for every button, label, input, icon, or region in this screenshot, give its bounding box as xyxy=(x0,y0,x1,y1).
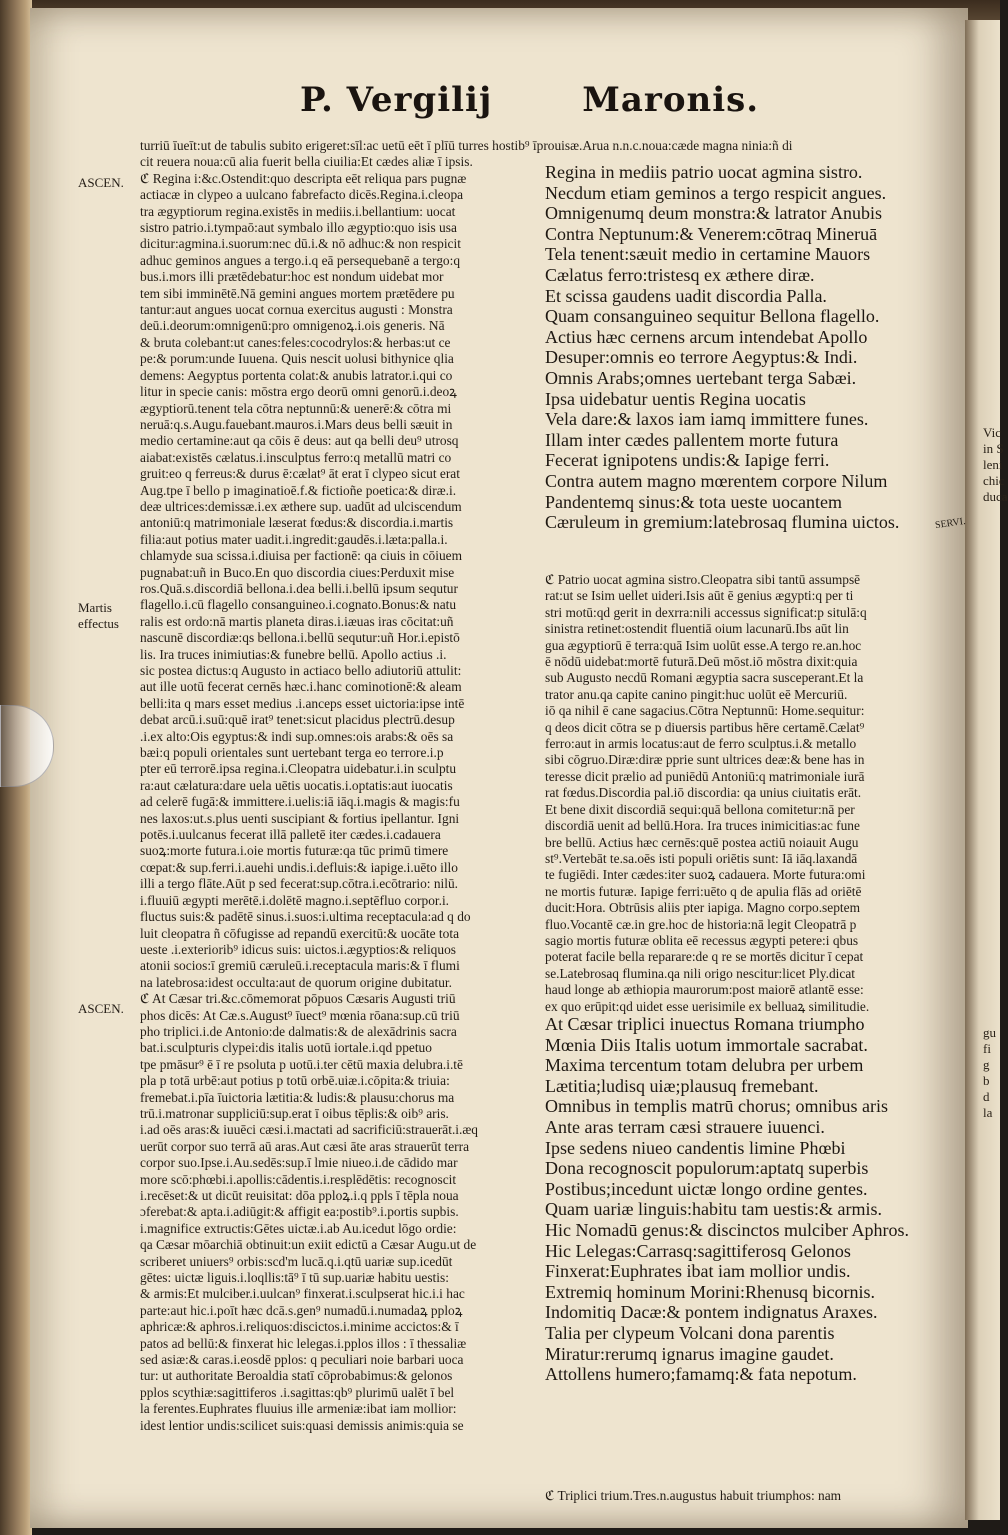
facing-page-fragment: duca xyxy=(983,489,1008,504)
commentary-line: bat.i.sculpturis clypei:dis italis uotū iortale.i.qd ppetuo xyxy=(140,1040,432,1056)
commentary-line: discordiā uenit ad bellū.Hora. Ira truces inimicitias:ac fune xyxy=(545,818,860,834)
commentary-line: ra:aut cælatura:dare uela uētis uocatis.i.optatis:aut iuocatis xyxy=(140,777,453,793)
commentary-line: trator anu.qa capite canino pingit:huc uolūt eē Mercuriū. xyxy=(545,686,848,702)
verse-line: Hic Nomadū genus:& discinctos mulciber Aphros. xyxy=(545,1219,909,1240)
verse-block-2 xyxy=(545,1014,945,1385)
verse-line: Contra Neptunum:& Venerem:cōtraq Mineruā xyxy=(545,223,878,244)
commentary-line: uerūt corpor suo terrā aū aras.Aut cæsi āte aras strauerūt terra xyxy=(140,1138,470,1154)
commentary-line: qa Cæsar mōarchiā obtinuit:un exiit edictū a Cæsar Augu.ut de xyxy=(140,1237,477,1253)
commentary-line: sub Augusto necdū Romani ægyptia sacra susceperant.Et la xyxy=(545,670,864,686)
verse-line: Cæruleum in gremium:latebrosaq flumina uictos. xyxy=(545,512,900,533)
facing-page-fragment: leni xyxy=(983,457,1003,472)
commentary-line: flagello.i.cū flagello consanguineo.i.cognato.Bonus:& natu xyxy=(140,597,457,613)
verse-line: Postibus;incedunt uictæ longo ordine gentes. xyxy=(545,1178,868,1199)
commentary-line: Aug.tpe ī bello p imaginatioē.f.& fictioñe poetica:& diræ.i. xyxy=(140,482,457,498)
commentary-line: rat fœdus.Discordia pal.iō discordia: qa unius ciuitatis erāt. xyxy=(545,785,862,801)
verse-line: Extremiq hominum Morini:Rhenusq bicornis. xyxy=(545,1281,875,1302)
commentary-line: q deos dicit cōtra se p diuersis partibus hēre certamē.Cælat⁹ xyxy=(545,719,865,735)
commentary-line: belli:ita q mars esset medius .i.anceps esset uictoria:ipse intē xyxy=(140,695,465,711)
commentary-line: & bruta colebant:ut canes:feles:cocodrylos:& herbas:ut ce xyxy=(140,334,451,350)
commentary-line: nes laxos:ut.s.plus uenti suscipiant & fortius ipellantur. Igni xyxy=(140,810,460,826)
commentary-line: sinistra retinet:ostendit fluentiā oium lacunarū.Ibs aūt lin xyxy=(545,621,849,637)
commentary-line: bæi:q populi orientales sunt uertebant terga eo terrore.i.p xyxy=(140,745,444,761)
verse-line: Miratur:rerumq ignarus imagine gaudet. xyxy=(545,1343,834,1364)
verse-line: Talia per clypeum Volcani dona parentis xyxy=(545,1322,835,1343)
commentary-line: aiabat:existēs cælatus.i.insculptus ferro:q metallū matri co xyxy=(140,449,452,465)
right-commentary xyxy=(545,572,945,1015)
commentary-line: ferro:aut in armis locatus:aut de ferro sculptus.i.& metallo xyxy=(545,736,857,752)
commentary-line: Et bene dixit discordiā sequi:quā bellona comitetur:nā per xyxy=(545,801,855,817)
commentary-line: idest lentior undis:scilicet suis:quasi demissis animis:quia se xyxy=(140,1417,464,1433)
commentary-line: i.fluuiū ægypti merētē.i.dolētē magno.i.septēfluo corpor.i. xyxy=(140,892,450,908)
verse-line: Regina in mediis patrio uocat agmina sistro. xyxy=(545,162,863,182)
commentary-line: sibi cōgruo.Diræ:diræ pprie sunt ultrices deæ:& bene has in xyxy=(545,752,865,768)
commentary-line: na latebrosa:idest occulta:aut de quorum origine dubitatur. xyxy=(140,974,452,990)
commentary-line: gua ægyptiorū ē terra:quā Isim uolūt esse.A tergo re.an.hoc xyxy=(545,637,862,653)
commentary-line: ægyptiorū.tenent tela cōtra neptunnū:& uenerē:& cōtra mi xyxy=(140,400,452,416)
verse-line: Hic Lelegas:Carrasq:sagittiferosq Gelonos xyxy=(545,1240,851,1261)
commentary-line: litur in specie canis: mōstra ergo deorū omni genorū.i.deoꝝ xyxy=(140,384,457,400)
commentary-line: gētes: uictæ liguis.i.loqllis:tā⁹ ī tū sup.uariæ habitu uestis: xyxy=(140,1270,449,1286)
verse-line: Mœnia Diis Italis uotum immortale sacrabat. xyxy=(545,1034,868,1055)
commentary-line: ueste .i.exteriorib⁹ idicus suis: uictos.i.ægyptios:& reliquos xyxy=(140,941,456,957)
commentary-line: aphricæ:& aphros.i.reliquos:discictos.i.minime accictos:& ī xyxy=(140,1319,459,1335)
running-head-right: Maronis. xyxy=(582,80,760,120)
verse-line: Maxima tercentum totam delubra per urbem xyxy=(545,1055,864,1076)
commentary-line: corpor suo.Ipse.i.Au.sedēs:sup.ī lmie niueo.i.de cādido mar xyxy=(140,1155,458,1171)
running-head xyxy=(300,80,820,130)
margin-note-ascen: ASCEN. xyxy=(78,175,124,190)
commentary-line: sed asiæ:& caras.i.eosdē pplos: q peculiari noie barbari uoca xyxy=(140,1352,464,1368)
commentary-line: parte:aut hic.i.poīt hæc dcā.s.gen⁹ numadū.i.numadaꝝ pploꝝ xyxy=(140,1302,463,1318)
commentary-line: bre bellū. Actius hæc cernēs:quē postea actiū noiauit Augu xyxy=(545,834,859,850)
commentary-line: filia:aut potius mater uadit.i.ingredit:gaudēs.i.læta:palla.i. xyxy=(140,531,448,547)
commentary-line: pho triplici.i.de Antonio:de dalmatis:& de alexādrinis sacra xyxy=(140,1023,457,1039)
facing-page-fragment: fi xyxy=(983,1041,991,1056)
running-head-left: P. Vergilij xyxy=(300,80,493,120)
verse-line: Cælatus ferro:tristesq ex æthere diræ. xyxy=(545,264,815,285)
commentary-line: antoniū:q matrimoniale læserat fœdus:& discordia.i.martis xyxy=(140,515,454,531)
facing-page-fragment: Vic xyxy=(983,425,1001,440)
commentary-line: haud longe ab æthiopia maurorum:post maiorē atlantē esse: xyxy=(545,982,864,998)
commentary-line: ℭ At Cæsar tri.&c.cōmemorat pōpuos Cæsaris Augusti triū xyxy=(140,991,456,1007)
verse-line: Contra autem magno mœrentem corpore Nilum xyxy=(545,470,888,491)
commentary-line: tem sibi imminētē.Nā gemini angues mortem prætēdere pu xyxy=(140,285,455,301)
commentary-line: more scō:phœbi.i.apollis:cādentis.i.resplēdētis: recognoscit xyxy=(140,1171,457,1187)
commentary-line: pla p totā urbē:aut potius p totū orbē.uiæ.i.cōpita:& triuia: xyxy=(140,1073,450,1089)
facing-page-fragment: d xyxy=(983,1089,990,1104)
commentary-line: pugnabat:uñ in Buco.En quo discordia ciues:Perduxit mise xyxy=(140,564,455,580)
verse-block-1 xyxy=(545,162,935,533)
commentary-line: pe:& porum:unde Iuuena. Quis nescit uolusi bithynice qlia xyxy=(140,351,454,367)
commentary-line: fremebat.i.pīa īuictoria lætitia:& ludis:& plausu:chorus ma xyxy=(140,1089,455,1105)
verse-line: Necdum etiam geminos a tergo respicit angues. xyxy=(545,182,887,203)
commentary-line: ē nōdū uidebat:mortē futurā.Deū mōst.iō mōstra dixit:quia xyxy=(545,654,858,670)
commentary-line: tantur:aut angues uocat cornua exercitus augusti : Monstra xyxy=(140,302,453,318)
commentary-line: demens: Aegyptus portenta colat:& anubis latrator.i.qui co xyxy=(140,367,453,383)
commentary-line: teresse dicit prælio ad puniēdū Antoniū:q matrimoniale iurā xyxy=(545,768,865,784)
commentary-line: bus.i.mors illi prætēdebatur:hoc est nondum uidebat mor xyxy=(140,269,444,285)
commentary-line: phos dicēs: At Cæ.s.August⁹ īuect⁹ mœnia rōana:sup.cū triū xyxy=(140,1007,460,1023)
verse-line: Lætitia;ludisq uiæ;plausuq fremebant. xyxy=(545,1075,819,1096)
commentary-line: deū.i.deorum:omnigenū:pro omnigenoꝝ.i.ois generis. Nā xyxy=(140,318,445,334)
verse-line: Omnibus in templis matrū chorus; omnibus aris xyxy=(545,1096,888,1117)
commentary-line: se.Latebrosaq flumina.qa nili origo nescitur:licet Ply.dicat xyxy=(545,965,856,981)
facing-page-fragment: la xyxy=(983,1105,993,1120)
commentary-line: tpe pmāsur⁹ ē ī re psoluta p uotū.i.ter cētū maxia delubra.i.tē xyxy=(140,1056,463,1072)
facing-page-fragment: in S xyxy=(983,441,1004,456)
commentary-line: poterat facile bella reparare:de q re se mortēs dicitur ī cepat xyxy=(545,949,864,965)
verse-line: Finxerat:Euphrates ibat iam mollior undis. xyxy=(545,1261,851,1282)
commentary-line: te fugiēdi. Inter cædes:iter suoꝝ cadauera. Morte futura:omi xyxy=(545,867,866,883)
verse-line: Tela tenent:sæuit medio in certamine Mauors xyxy=(545,244,871,265)
verse-line: Ipse sedens niueo candentis limine Phœbi xyxy=(545,1137,846,1158)
commentary-line: ros.Quā.s.discordiā bellona.i.dea belli.i.bellū ipsum sequtur xyxy=(140,580,458,596)
verse-line: Omnigenumq deum monstra:& latrator Anubis xyxy=(545,203,882,224)
commentary-line: ℭ Patrio uocat agmina sistro.Cleopatra sibi tantū assumpsē xyxy=(545,572,861,587)
commentary-line: luit cleopatra ñ cōfugisse ad repandū exercitū:& uocāte tota xyxy=(140,925,460,941)
commentary-line: trū.i.matronar suppliciū:sup.erat ī oibus tēplis:& oib⁹ aris. xyxy=(140,1105,449,1121)
commentary-line: ɔferebat:& apta.i.adiūgit:& affigit ea:postib⁹.i.portis supbis. xyxy=(140,1204,459,1220)
commentary-line: nascunē discordiæ:qs bellona.i.bellū sequtur:uñ Hor.i.epistō xyxy=(140,630,460,646)
commentary-line: deæ ultrices:demissæ.i.ex æthere sup. uadūt ad ulciscendum xyxy=(140,498,462,514)
commentary-line: i.recēset:& ut dicūt reuisitat: dōa pploꝝ.i.q ppls ī tēpla noua xyxy=(140,1188,459,1203)
verse-line: Et scissa gaudens uadit discordia Palla. xyxy=(545,285,827,306)
commentary-line: fluo.Vocantē cæ.in gre.hoc de historia:nā legit Cleopatrā p xyxy=(545,916,857,932)
commentary-line: & armis:Et mulciber.i.uulcan⁹ finxerat.i.sculpserat hic.i.i hac xyxy=(140,1286,465,1302)
footer-commentary-line: ℭ Triplici trium.Tres.n.augustus habuit triumphos: nam xyxy=(545,1488,842,1503)
commentary-line: iō qa nihil ē cane sagacius.Cōtra Neptunnū: Home.sequitur: xyxy=(545,703,865,719)
verse-line: Omnis Arabs;omnes uertebant terga Sabæi. xyxy=(545,367,857,388)
commentary-line: gruit:eo q ferreus:& durus ē:cælat⁹ āt erat ī clypeo sicut erat xyxy=(140,466,460,482)
verse-line: Quam uariæ linguis:habitu tam uestis:& armis. xyxy=(545,1199,882,1220)
commentary-line: ducit:Hora. Obtrūsis aliis pter iapiga. Magno corpo.septem xyxy=(545,900,860,916)
verse-line: Ipsa uidebatur uentis Regina uocatis xyxy=(545,388,806,409)
commentary-line: lis. Ira truces inimiutias:& funebre bellū. Apollo actius .i. xyxy=(140,646,447,662)
verse-line: Illam inter cædes pallentem morte futura xyxy=(545,429,839,450)
commentary-line: cit reuera noua:cū alia fuerit bella ciuilia:Et cædes aliæ ī ipsis. xyxy=(140,154,473,170)
commentary-line: i.magnifice extructis:Gētes uictæ.i.ab Au.icedut lōgo ordie: xyxy=(140,1220,457,1236)
commentary-line: sagio mortis futuræ oblita eē recessus ægypti petere:i qbus xyxy=(545,932,859,948)
commentary-line: pter eū terrorē.ipsa regina.i.Cleopatra uidebatur.i.in sculptu xyxy=(140,761,457,777)
commentary-line: ex quo erūpit:qd uidet esse uerisimile ex belluaꝝ similitudie. xyxy=(545,998,870,1014)
commentary-line: tra ægyptiorum regina.existēs in mediis.i.bellantium: uocat xyxy=(140,203,456,219)
commentary-line: chlamyde sua scissa.i.diuisa per factionē: qa ciuis in cōiuem xyxy=(140,548,463,564)
commentary-line: fluctus suis:& padētē sinus.i.suos:i.ultima receptacula:ad q do xyxy=(140,909,471,925)
commentary-line: sistro patrio.i.tympaō:aut symbalo illo ægyptio:quo isis usa xyxy=(140,220,457,236)
margin-note-martis: Martis xyxy=(78,600,112,615)
commentary-line: st⁹.Vertebāt te.sa.oēs isti populi oriētis sunt: Iā iāq.laxandā xyxy=(545,850,858,866)
commentary-line: atonii socios:ī gremiū cæruleū.i.receptacula maris:& ī flumi xyxy=(140,958,460,974)
commentary-line: ℭ Regina i:&c.Ostendit:quo descripta eēt reliqua pars pugnæ xyxy=(140,170,467,186)
commentary-line: i.ad oēs aras:& iuuēci cæsi.i.mactati ad sacrificiū:strauerāt.i.æq xyxy=(140,1122,478,1138)
commentary-line: dicitur:agmina.i.suorum:nec dū.i.& nō adhuc:& non respicit xyxy=(140,236,461,252)
verse-line: At Cæsar triplici inuectus Romana triumpho xyxy=(545,1014,865,1034)
commentary-line: suoꝝ:morte futura.i.oie mortis futuræ:qa tūc primū timere xyxy=(140,843,449,859)
commentary-line: sic postea dictus:q Augusto in actiaco bello adiutoriū attulit: xyxy=(140,663,462,678)
verse-line: Vela dare:& laxos iam iamq immittere funes. xyxy=(545,409,869,430)
verse-line: Indomitiq Dacæ:& pontem indignatus Araxes. xyxy=(545,1302,878,1323)
commentary-line: scriberet uniuers⁹ orbis:scd'm lucā.q.i.qtū uariæ sup.icedūt xyxy=(140,1253,453,1269)
facing-page-fragment: chic xyxy=(983,473,1005,488)
commentary-line: aut ille uotū fecerat cernēs hæc.i.hanc cominotionē:& aleam xyxy=(140,679,462,695)
margin-note-servi: SERVI. xyxy=(934,515,967,532)
commentary-line: turriū īueīt:ut de tabulis subito erigeret:sīl:ac uetū eēt ī plīū turres hostib⁹ īprouisæ.Arua n.n.c.noua:cæde magna ninia:ñ di xyxy=(140,138,793,153)
commentary-line: illi a tergo flāte.Aūt p sed fecerat:sup.cōtra.i.ecōtrario: nilū. xyxy=(140,876,459,892)
verse-line: Attollens humero;famamq:& fata nepotum. xyxy=(545,1364,857,1385)
facing-page-fragment: b xyxy=(983,1073,990,1088)
commentary-line: pplos scythiæ:sagittiferos .i.sagittas:qb⁹ plurimū ualēt ī bel xyxy=(140,1384,455,1400)
verse-line: Fecerat ignipotens undis:& Iapige ferri. xyxy=(545,450,830,471)
verse-line: Pandentemq sinus:& tota ueste uocantem xyxy=(545,491,842,512)
commentary-line: .i.ex alto:Ois egyptus:& indi sup.omnes:ois arabs:& oēs sa xyxy=(140,728,454,744)
commentary-line: debat arcū.i.suū:quē irat⁹ tenet:sicut placidus plectrū.desup xyxy=(140,712,455,728)
margin-note-ascen-2: ASCEN. xyxy=(78,1001,124,1016)
commentary-line: adhuc geminos angues a tergo.i.q eā persequebanē a tergo:q xyxy=(140,252,461,268)
facing-page-fragment: gu xyxy=(983,1025,996,1040)
commentary-line: la ferentes.Euphrates fluuius ille armeniæ:ibat iam mollior: xyxy=(140,1401,457,1417)
verse-line: Ante aras terram cæsi strauere iuuenci. xyxy=(545,1116,825,1137)
verse-line: Desuper:omnis eo terrore Aegyptus:& Indi. xyxy=(545,347,858,368)
commentary-line: medio certamine:aut qa cōis ē deus: aut qa belli deu⁹ utrosq xyxy=(140,433,459,449)
verse-line: Dona recognoscit populorum:aptatq superbis xyxy=(545,1158,869,1179)
facing-page-edge xyxy=(965,20,1008,1520)
commentary-line: neruā:q.s.Augu.fauebant.mauros.i.Mars deus belli sæuit in xyxy=(140,416,453,432)
commentary-line: cœpat:& sup.ferri.i.auehi undis.i.defluis:& iapige.i.uēto illo xyxy=(140,859,458,875)
verse-line: Actius hæc cernens arcum intendebat Apollo xyxy=(545,326,868,347)
margin-note-effectus: effectus xyxy=(78,616,119,631)
commentary-line: potēs.i.uulcanus fecerat illā palletē iter cædes.i.cadauera xyxy=(140,827,441,843)
commentary-line: tur: ut authoritate Beroaldia statī cōprobabimus:& gelonos xyxy=(140,1368,453,1384)
commentary-line: ne mortis futuræ. Iapige ferri:uēto q de apulia flās ad oriētē xyxy=(545,883,862,899)
commentary-line: patos ad bellū:& finxerat hic lelegas.i.pplos illos : ī thessaliæ xyxy=(140,1335,467,1351)
facing-page-fragment: g xyxy=(983,1057,990,1072)
commentary-line: ralis est ordo:nā martis planeta diras.i.iæuas iras cōcitat:uñ xyxy=(140,613,454,629)
commentary-line: rat:ut se Isim uellet uideri.Isis aūt ē genius ægypti:q per ti xyxy=(545,588,854,604)
commentary-line: stri motū:qd gerit in dexrra:nili accessus significat:p situlā:q xyxy=(545,604,867,620)
commentary-line: actiacæ in clypeo a uulcano fabrefacto dicēs.Regina.i.cleopa xyxy=(140,187,464,203)
verse-line: Quam consanguineo sequitur Bellona flagello. xyxy=(545,306,880,327)
commentary-line: ad celerē fugā:& immittere.i.uelis:iā iāq.i.magis & magis:fu xyxy=(140,794,460,810)
